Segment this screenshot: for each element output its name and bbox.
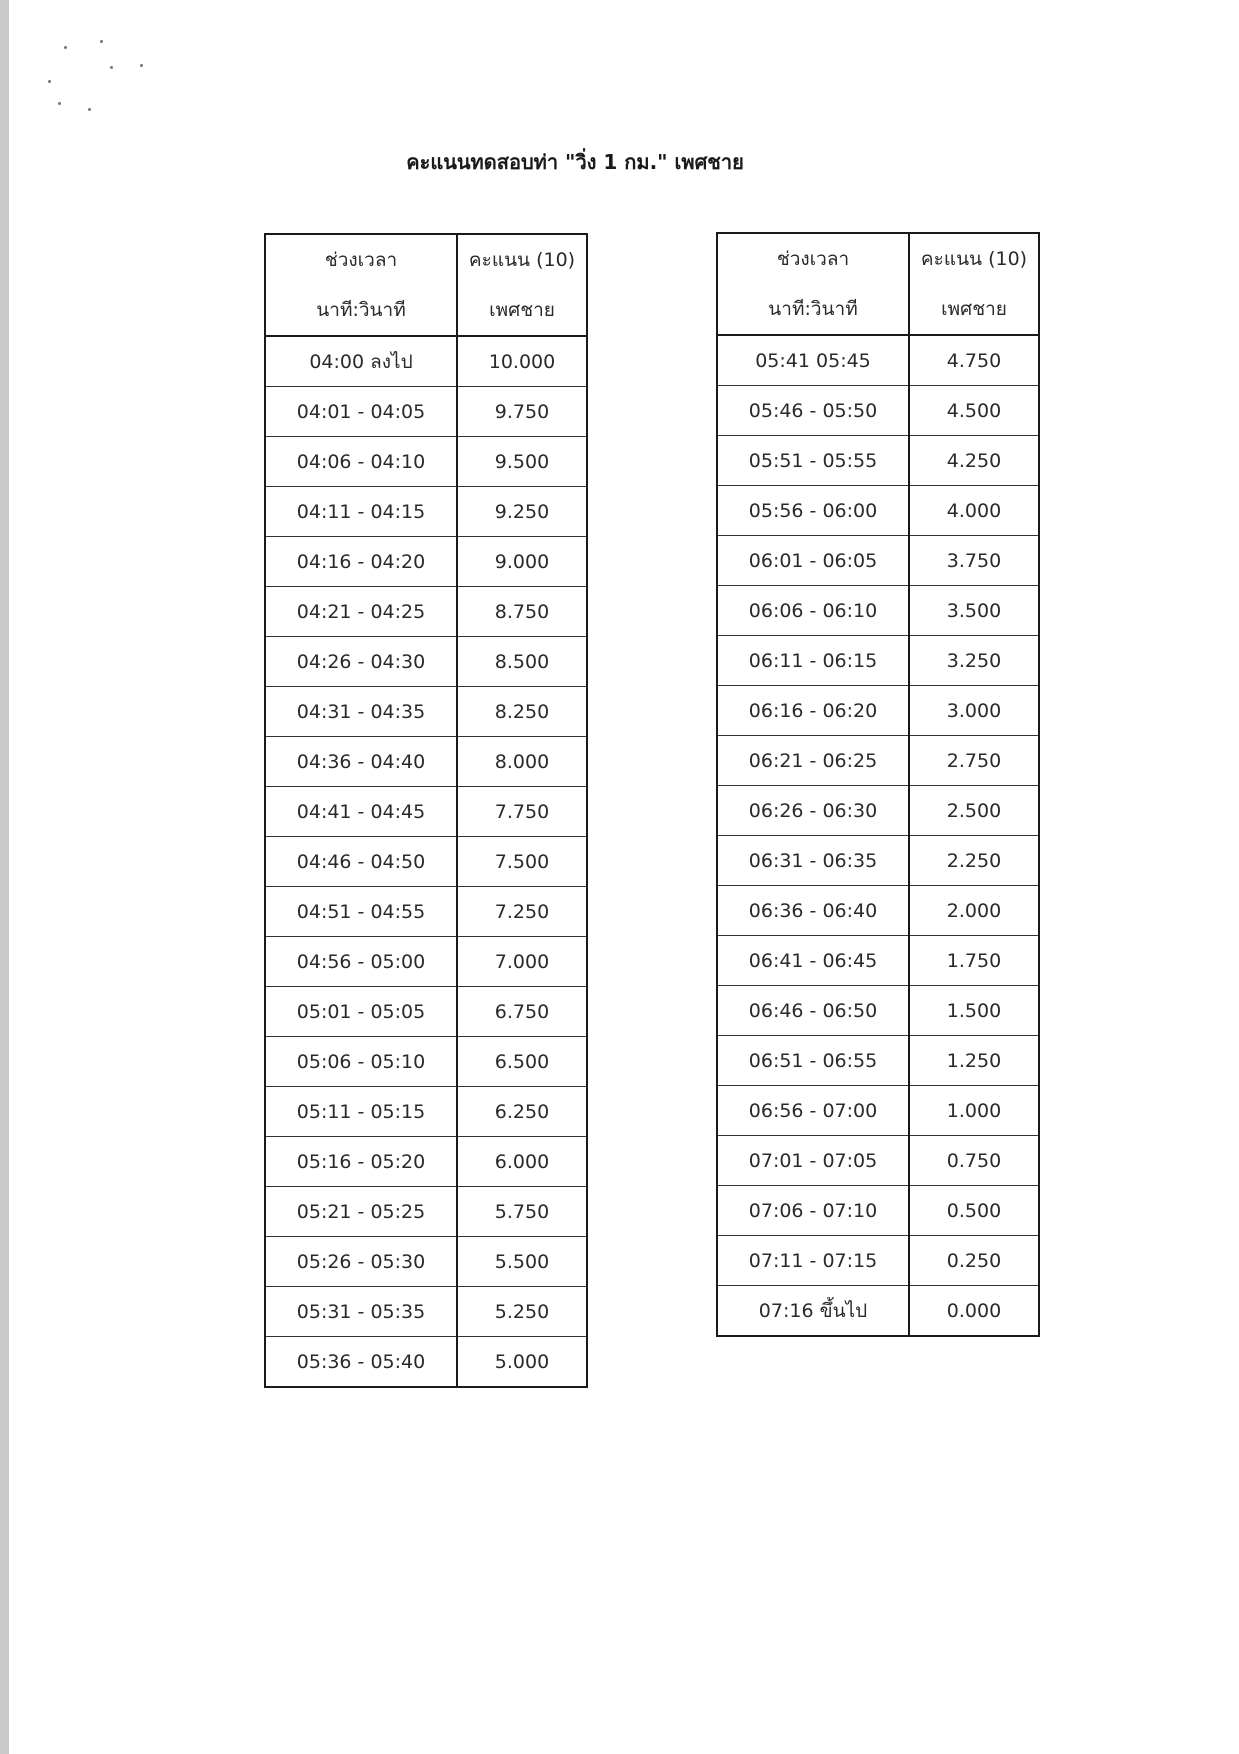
table-row [717, 586, 1039, 636]
table-row [265, 1137, 587, 1187]
table-row [265, 1087, 587, 1137]
score-cell: 4.250 [909, 436, 1039, 486]
score-cell: 7.000 [457, 937, 587, 987]
time-range-cell: 04:56 - 05:00 [265, 937, 457, 987]
score-cell: 2.750 [909, 736, 1039, 786]
table-row [265, 1037, 587, 1087]
score-cell: 8.500 [457, 637, 587, 687]
table-row [717, 536, 1039, 586]
score-cell: 5.500 [457, 1237, 587, 1287]
time-range-cell: 07:11 - 07:15 [717, 1236, 909, 1286]
table-row [717, 1236, 1039, 1286]
time-range-cell: 04:31 - 04:35 [265, 687, 457, 737]
table-row [265, 987, 587, 1037]
time-range-cell: 07:06 - 07:10 [717, 1186, 909, 1236]
time-range-cell: 07:01 - 07:05 [717, 1136, 909, 1186]
score-cell: 6.250 [457, 1087, 587, 1137]
time-range-cell: 05:26 - 05:30 [265, 1237, 457, 1287]
time-range-cell: 04:21 - 04:25 [265, 587, 457, 637]
table-row [265, 487, 587, 537]
score-cell: 3.250 [909, 636, 1039, 686]
table-row [717, 1286, 1039, 1337]
score-cell: 0.750 [909, 1136, 1039, 1186]
score-cell: 5.750 [457, 1187, 587, 1237]
time-range-cell: 06:06 - 06:10 [717, 586, 909, 636]
table-row [717, 886, 1039, 936]
time-range-cell: 05:36 - 05:40 [265, 1337, 457, 1388]
time-range-cell: 04:16 - 04:20 [265, 537, 457, 587]
time-range-cell: 06:11 - 06:15 [717, 636, 909, 686]
table-row [265, 1287, 587, 1337]
table-row [265, 737, 587, 787]
time-range-cell: 04:01 - 04:05 [265, 387, 457, 437]
time-column-header [717, 233, 909, 335]
time-header-line1: ช่วงเวลา [324, 249, 398, 271]
score-column-header [909, 233, 1039, 335]
time-range-cell: 06:51 - 06:55 [717, 1036, 909, 1086]
score-cell: 6.500 [457, 1037, 587, 1087]
table-row [265, 637, 587, 687]
table-row [265, 787, 587, 837]
table-row [717, 1086, 1039, 1136]
table-row [717, 1186, 1039, 1236]
time-range-cell: 04:41 - 04:45 [265, 787, 457, 837]
score-column-header [457, 234, 587, 336]
score-cell: 8.750 [457, 587, 587, 637]
time-range-cell: 05:06 - 05:10 [265, 1037, 457, 1087]
table-row [265, 387, 587, 437]
score-cell: 9.750 [457, 387, 587, 437]
score-table-left [264, 233, 588, 1388]
score-table-right-body [717, 335, 1039, 1336]
time-range-cell: 05:56 - 06:00 [717, 486, 909, 536]
table-row [265, 687, 587, 737]
score-cell: 1.750 [909, 936, 1039, 986]
scan-specks [40, 28, 150, 118]
time-range-cell: 05:51 - 05:55 [717, 436, 909, 486]
time-range-cell: 06:41 - 06:45 [717, 936, 909, 986]
time-column-header [265, 234, 457, 336]
table-row [717, 936, 1039, 986]
time-range-cell: 06:16 - 06:20 [717, 686, 909, 736]
time-range-cell: 04:51 - 04:55 [265, 887, 457, 937]
table-row [717, 335, 1039, 386]
score-cell: 7.500 [457, 837, 587, 887]
time-range-cell: 06:21 - 06:25 [717, 736, 909, 786]
table-row [265, 1237, 587, 1287]
score-cell: 7.750 [457, 787, 587, 837]
time-range-cell: 05:31 - 05:35 [265, 1287, 457, 1337]
time-range-cell: 04:06 - 04:10 [265, 437, 457, 487]
score-cell: 4.750 [909, 335, 1039, 386]
table-row [717, 1036, 1039, 1086]
score-table-left-body [265, 336, 587, 1387]
score-cell: 6.750 [457, 987, 587, 1037]
table-row [717, 686, 1039, 736]
score-cell: 0.000 [909, 1286, 1039, 1337]
table-row [265, 937, 587, 987]
time-range-cell: 04:11 - 04:15 [265, 487, 457, 537]
table-row [717, 486, 1039, 536]
table-row [717, 786, 1039, 836]
table-row [265, 336, 587, 387]
time-range-cell: 05:21 - 05:25 [265, 1187, 457, 1237]
table-row [265, 887, 587, 937]
time-header-line1: ช่วงเวลา [776, 248, 850, 270]
table-row [717, 836, 1039, 886]
table-row [265, 1187, 587, 1237]
score-cell: 7.250 [457, 887, 587, 937]
score-cell: 1.000 [909, 1086, 1039, 1136]
time-range-cell: 05:41 05:45 [717, 335, 909, 386]
score-cell: 5.000 [457, 1337, 587, 1388]
score-cell: 9.000 [457, 537, 587, 587]
table-row [717, 386, 1039, 436]
score-cell: 4.500 [909, 386, 1039, 436]
time-range-cell: 06:36 - 06:40 [717, 886, 909, 936]
scanned-page-edge [0, 0, 9, 1754]
score-cell: 6.000 [457, 1137, 587, 1187]
score-cell: 0.500 [909, 1186, 1039, 1236]
score-cell: 1.250 [909, 1036, 1039, 1086]
time-range-cell: 06:01 - 06:05 [717, 536, 909, 586]
table-row [717, 986, 1039, 1036]
score-cell: 1.500 [909, 986, 1039, 1036]
score-table-right [716, 232, 1040, 1337]
score-cell: 8.250 [457, 687, 587, 737]
score-cell: 3.500 [909, 586, 1039, 636]
score-cell: 3.000 [909, 686, 1039, 736]
score-header-line2: เพศชาย [941, 298, 1007, 320]
time-range-cell: 06:46 - 06:50 [717, 986, 909, 1036]
table-row [265, 1337, 587, 1388]
time-range-cell: 06:26 - 06:30 [717, 786, 909, 836]
score-cell: 2.000 [909, 886, 1039, 936]
time-range-cell: 04:46 - 04:50 [265, 837, 457, 887]
table-row [265, 537, 587, 587]
time-range-cell: 05:11 - 05:15 [265, 1087, 457, 1137]
time-header-line2: นาที:วินาที [316, 299, 406, 321]
score-cell: 2.500 [909, 786, 1039, 836]
time-range-cell: 05:16 - 05:20 [265, 1137, 457, 1187]
table-row [265, 437, 587, 487]
score-header-line1: คะแนน (10) [468, 249, 576, 271]
score-cell: 5.250 [457, 1287, 587, 1337]
time-range-cell: 06:31 - 06:35 [717, 836, 909, 886]
table-row [717, 636, 1039, 686]
table-row [717, 736, 1039, 786]
score-header-line2: เพศชาย [489, 299, 555, 321]
table-row [265, 587, 587, 637]
score-cell: 8.000 [457, 737, 587, 787]
time-range-cell: 04:26 - 04:30 [265, 637, 457, 687]
score-cell: 3.750 [909, 536, 1039, 586]
score-cell: 4.000 [909, 486, 1039, 536]
page-title: คะแนนทดสอบท่า "วิ่ง 1 กม." เพศชาย [406, 150, 744, 174]
time-header-line2: นาที:วินาที [768, 298, 858, 320]
score-header-line1: คะแนน (10) [920, 248, 1028, 270]
table-header-row [717, 233, 1039, 335]
time-range-cell: 06:56 - 07:00 [717, 1086, 909, 1136]
score-cell: 0.250 [909, 1236, 1039, 1286]
table-row [717, 436, 1039, 486]
table-row [717, 1136, 1039, 1186]
score-cell: 9.500 [457, 437, 587, 487]
table-row [265, 837, 587, 887]
time-range-cell: 04:36 - 04:40 [265, 737, 457, 787]
time-range-cell: 05:46 - 05:50 [717, 386, 909, 436]
time-range-cell: 05:01 - 05:05 [265, 987, 457, 1037]
time-range-cell: 07:16 ขึ้นไป [717, 1286, 909, 1337]
score-cell: 2.250 [909, 836, 1039, 886]
table-header-row [265, 234, 587, 336]
score-cell: 9.250 [457, 487, 587, 537]
score-cell: 10.000 [457, 336, 587, 387]
time-range-cell: 04:00 ลงไป [265, 336, 457, 387]
